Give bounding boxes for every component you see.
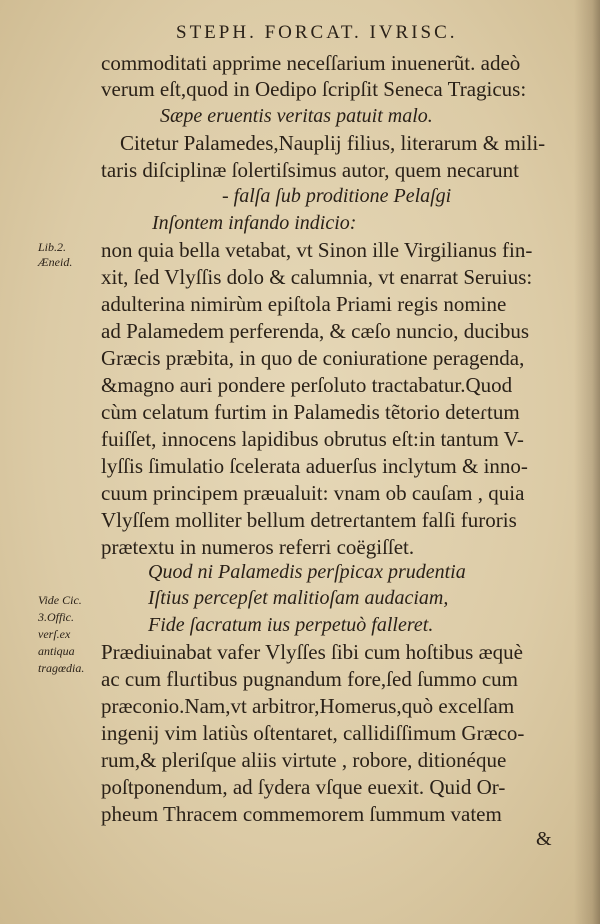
margin-note-line: tragœdia. — [38, 661, 85, 675]
text-line: verum eſt,quod in Oedipo ſcripſit Seneca Tragicus: — [101, 77, 527, 101]
text-line: cuum principem præualuit: vnam ob cauſam , quia — [101, 481, 525, 505]
text-line: Citetur Palamedes,Nauplij filius, literarum & mili- — [120, 131, 546, 155]
text-line: Græcis præbita, in quo de coniuratione peragenda, — [101, 346, 525, 370]
text-line: ingenij vim latiùs oſtentaret, callidiſſimum Græco- — [101, 721, 525, 745]
page-gutter-shadow — [574, 0, 600, 924]
text-line: poſtponendum, ad ſydera vſque euexit. Quid Or- — [101, 775, 506, 799]
catchword: & — [536, 828, 552, 850]
verse-line: - falſa ſub proditione Pelaſgi — [222, 185, 452, 207]
margin-note-cicero — [38, 592, 84, 677]
margin-note-line: antiqua — [38, 644, 75, 658]
text-line: lyſſis ſimulatio ſcelerata aduerſus inclytum & inno- — [101, 454, 528, 478]
text-line: non quia bella vetabat, vt Sinon ille Virgilianus fin- — [101, 238, 533, 262]
text-line: xit, ſed Vlyſſis dolo & calumnia, vt enarrat Seruius: — [101, 265, 533, 289]
margin-note-line: Æneid. — [38, 255, 73, 269]
verse-line: Fide ſacratum ius perpetuò falleret. — [148, 614, 434, 636]
text-line: præconio.Nam,vt arbitror,Homerus,quò excelſam — [101, 694, 515, 718]
text-line: cùm celatum furtim in Palamedis tẽtorio deteɾtum — [101, 400, 520, 424]
text-line: pheum Thracem commemorem ſummum vatem — [101, 802, 502, 826]
text-line: commoditati apprime neceſſarium inuenerũt. adeò — [101, 51, 521, 75]
text-line: Vlyſſem molliter bellum detreɾtantem falſi furoris — [101, 508, 517, 532]
verse-line: Sæpe eruentis veritas patuit malo. — [160, 105, 433, 127]
margin-note-line: 3.Offic. — [38, 610, 74, 624]
text-line: adulterina nimirùm epiſtola Priami regis nomine — [101, 292, 507, 316]
margin-note-line: Vide Cic. — [38, 593, 82, 607]
text-line: &magno auri pondere perſoluto tractabatur.Quod — [101, 373, 513, 397]
text-line: taris diſciplinæ ſolertiſsimus autor, quem necarunt — [101, 158, 519, 182]
verse-line: Quod ni Palamedis perſpicax prudentia — [148, 561, 466, 583]
text-line: rum,& pleriſque aliis virtute , robore, ditionéque — [101, 748, 507, 772]
text-line: fuiſſet, innocens lapidibus obrutus eſt:in tantum V- — [101, 427, 524, 451]
verse-line: Inſontem infando indicio: — [152, 212, 357, 234]
text-line: ad Palamedem perferenda, & cæſo nuncio, ducibus — [101, 319, 530, 343]
text-line: ac cum fluɾtibus pugnandum fore,ſed ſummo cum — [101, 667, 518, 691]
margin-note-line: Lib.2. — [38, 240, 67, 254]
text-line: prætextu in numeros referri coëgiſſet. — [101, 535, 415, 559]
margin-note-aeneid — [38, 240, 72, 270]
margin-note-line: verſ.ex — [38, 627, 71, 641]
running-head: STEPH. FORCAT. IVRISC. — [176, 22, 458, 43]
text-line: Prædiuinabat vafer Vlyſſes ſibi cum hoſtibus æquè — [101, 640, 523, 664]
verse-line: Iſtius percepſet malitioſam audaciam, — [148, 587, 449, 609]
